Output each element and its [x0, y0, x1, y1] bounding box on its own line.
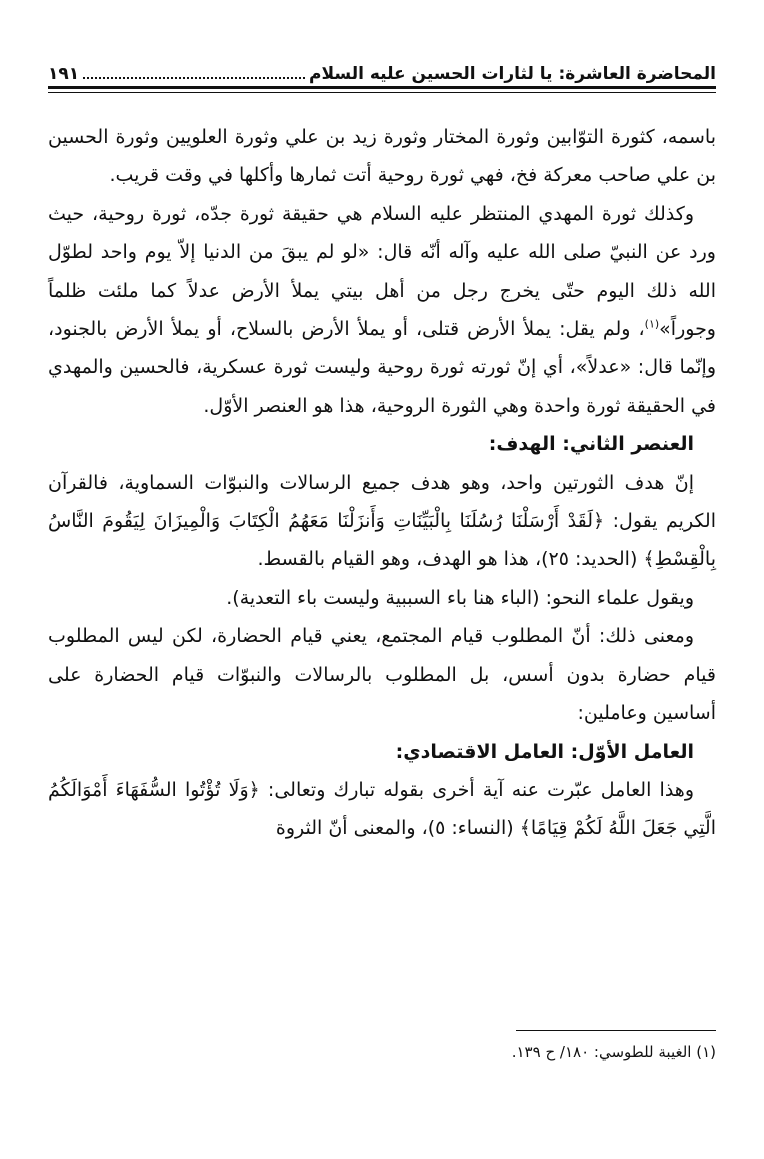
- paragraph-4: ويقول علماء النحو: (الباء هنا باء السببية وليست باء التعدية).: [226, 586, 694, 609]
- section-heading-goal: العنصر الثاني: الهدف:: [488, 433, 694, 456]
- paragraph-3: إنّ هدف الثورتين واحد، وهو هدف جميع الرسالات والنبوّات السماوية، فالقرآن الكريم يقول: ﴿لَقَدْ أَرْسَلْنَا رُسُلَنَا بِالْبَيِّنَاتِ وَأَنزَلْنَا مَعَهُمُ الْكِتَابَ وَالْمِيزَانَ لِيَقُومَ النَّاسُ بِالْقِسْطِ﴾ (الحديد: ٢٥)، هذا هو الهدف، وهو القيام بالقسط.: [48, 471, 716, 571]
- footnote: (١) الغيبة للطوسي: ١٨٠/ ح ١٣٩.: [511, 1043, 716, 1061]
- running-header: [48, 44, 716, 84]
- paragraph-1: باسمه، كثورة التوّابين وثورة المختار وثورة زيد بن علي وثورة العلويين وثورة الحسين بن علي صاحب معركة فخ، فهي ثورة روحية أتت ثمارها وأكلها في وقت قريب.: [48, 126, 716, 187]
- paragraph-5: ومعنى ذلك: أنّ المطلوب قيام المجتمع، يعني قيام الحضارة، لكن ليس المطلوب قيام حضارة بدون أسس، بل المطلوب بالرسالات والنبوّات قيام الحضارة على أساسين وعاملين:: [48, 625, 716, 725]
- body-text: [48, 118, 716, 848]
- paragraph-2-before: وكذلك ثورة المهدي المنتظر عليه السلام هي حقيقة ثورة جدّه، ثورة روحية، حيث ورد عن النبيّ صلى الله عليه وآله أنّه قال: «لو لم يبقَ من الدنيا إلاّ يوم واحد لطوّل الله ذلك اليوم حتّى يخرج رجل من أهل بيتي يملأ الأرض عدلاً كما ملئت ظلماً وجوراً»: [48, 202, 716, 341]
- header-dot-leader: [83, 76, 305, 79]
- section-heading-economic: العامل الأوّل: العامل الاقتصادي:: [395, 740, 694, 763]
- footnote-rule: [516, 1030, 716, 1031]
- paragraph-6: وهذا العامل عبّرت عنه آية أخرى بقوله تبارك وتعالى: ﴿وَلَا تُؤْتُوا السُّفَهَاءَ أَمْوَالَكُمُ الَّتِي جَعَلَ اللَّهُ لَكُمْ قِيَامًا﴾ (النساء: ٥)، والمعنى أنّ الثروة: [48, 778, 716, 840]
- header-rule-thick: [48, 86, 716, 89]
- paragraph-2: [48, 195, 716, 425]
- header-rule-thin: [48, 92, 716, 93]
- header-title: المحاضرة العاشرة: يا لثارات الحسين عليه السلام: [309, 64, 716, 84]
- paragraph-2-after: ، ولم يقل: يملأ الأرض قتلى، أو يملأ الأرض بالسلاح، أو يملأ الأرض بالجنود، وإنّما قال: «عدلاً»، أي إنّ ثورته ثورة روحية وليست ثورة عسكرية، فالحسين والمهدي في الحقيقة ثورة واحدة وهي الثورة الروحية، هذا هو العنصر الأوّل.: [48, 318, 716, 417]
- page-number: ١٩١: [48, 64, 80, 84]
- footnote-reference[interactable]: (١): [644, 317, 660, 331]
